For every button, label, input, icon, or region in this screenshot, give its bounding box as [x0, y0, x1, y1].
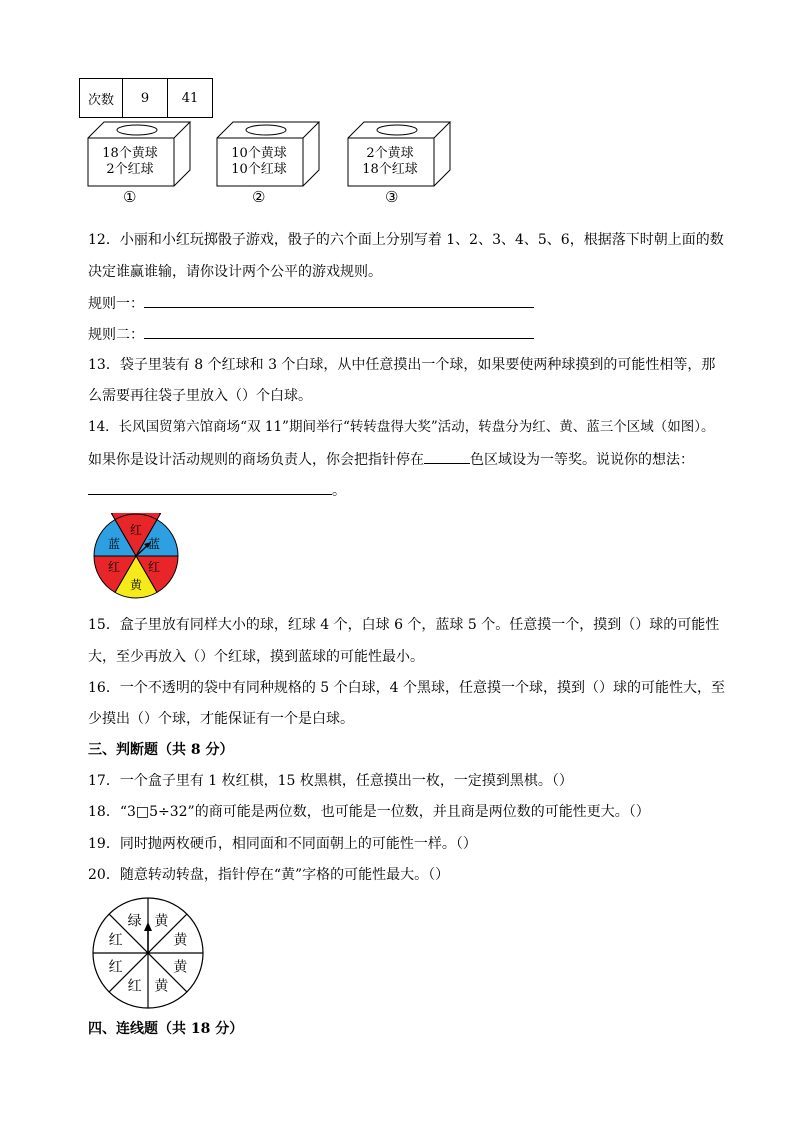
box-1-number: ①: [123, 188, 137, 206]
wheel2-label: 黄: [173, 932, 188, 949]
wheel2-label: 绿: [127, 913, 142, 930]
box-3-label: [345, 146, 435, 178]
box-3-line1: 2个黄球: [366, 146, 414, 161]
wheel1-label-top: 红: [129, 523, 143, 537]
wheel2-label: 红: [108, 959, 123, 976]
q14-line2: [88, 449, 694, 470]
wheel2-label: 黄: [154, 978, 169, 995]
box-1-label: [85, 146, 175, 178]
q19: 19．同时抛两枚硬币，相同面和不同面朝上的可能性一样。（）: [88, 836, 477, 852]
rule1-blank[interactable]: [144, 293, 534, 308]
q13-line1: 13．袋子里装有 8 个红球和 3 个白球，从中任意摸出一个球，如果要使两种球摸到的可能性相等，那: [88, 357, 716, 373]
q17: 17．一个盒子里有 1 枚红棋，15 枚黑棋，任意摸出一枚，一定摸到黑棋。（）: [88, 773, 573, 789]
box-2-number: ②: [252, 188, 266, 206]
q12-rule2: [88, 324, 534, 345]
q12-rule1: [88, 293, 534, 314]
q14-line3: [88, 480, 346, 501]
q18: 18．“3□5÷32”的商可能是两位数，也可能是一位数，并且商是两位数的可能性更大。（）: [88, 804, 650, 820]
count-value: 9: [123, 79, 168, 118]
q15-line1: 15．盒子里放有同样大小的球，红球 4 个，白球 6 个，蓝球 5 个。任意摸一个，摸到（）球的可能性: [88, 617, 720, 633]
q14-period: 。: [332, 483, 346, 499]
wheel2-label: 黄: [173, 959, 188, 976]
wheel1-label-upper-left: 蓝: [107, 537, 121, 551]
wheel1-label-lower-left: 红: [107, 560, 121, 574]
wheel1-label-upper-right: 蓝: [147, 537, 161, 551]
wheel2-label: 红: [127, 978, 142, 995]
q12-line2: 决定谁赢谁输，请你设计两个公平的游戏规则。: [88, 264, 382, 280]
section-3-heading: 三、判断题（共 8 分）: [88, 742, 234, 758]
wheel1-label-bottom: 黄: [129, 578, 143, 592]
wheel2-pointer: [144, 922, 152, 953]
q13-line2: 么需要再往袋子里放入（）个白球。: [88, 388, 312, 404]
wheel2-label: 红: [108, 932, 123, 949]
q14-line1: 14．长风国贸第六馆商场“双 11”期间举行“转转盘得大奖”活动，转盘分为红、黄、蓝三个区域（如图）。: [88, 419, 715, 435]
section-4-heading: 四、连线题（共 18 分）: [88, 1021, 244, 1037]
q15-line2: 大，至少再放入（）个红球，摸到蓝球的可能性最小。: [88, 649, 424, 665]
box-1-line2: 2个红球: [106, 162, 154, 177]
rule2-label: 规则二：: [88, 327, 144, 343]
spinner-wheel-2: [90, 895, 206, 1011]
box-2-line1: 10个黄球: [231, 146, 287, 161]
rule2-blank[interactable]: [144, 324, 534, 339]
q20: 20．随意转动转盘，指针停在“黄”字格的可能性最大。（）: [88, 867, 450, 883]
q14-color-blank[interactable]: [424, 449, 470, 464]
q14-line2-a: 如果你是设计活动规则的商场负责人，你会把指针停在: [88, 452, 424, 468]
q14-idea-blank[interactable]: [88, 480, 332, 495]
box-1-line1: 18个黄球: [102, 146, 158, 161]
box-2-line2: 10个红球: [231, 162, 287, 177]
box-3-line2: 18个红球: [362, 162, 418, 177]
count-table: [79, 78, 213, 118]
rule1-label: 规则一：: [88, 296, 144, 312]
count-label: 次数: [80, 79, 123, 118]
q12-line1: 12．小丽和小红玩掷骰子游戏，骰子的六个面上分别写着 1、2、3、4、5、6，根据落下时朝上面的数: [88, 232, 724, 248]
box-2-label: [214, 146, 304, 178]
wheel1-label-lower-right: 红: [147, 560, 161, 574]
wheel2-label: 黄: [154, 913, 169, 930]
count-value: 41: [168, 79, 213, 118]
q16-line1: 16．一个不透明的袋中有同种规格的 5 个白球，4 个黑球，任意摸一个球，摸到（）球的可能性大，至: [88, 680, 725, 696]
q14-line2-b: 色区域设为一等奖。说说你的想法：: [470, 452, 694, 468]
q16-line2: 少摸出（）个球，才能保证有一个是白球。: [88, 711, 354, 727]
spinner-wheel-1: [93, 513, 179, 599]
box-3-number: ③: [385, 188, 399, 206]
